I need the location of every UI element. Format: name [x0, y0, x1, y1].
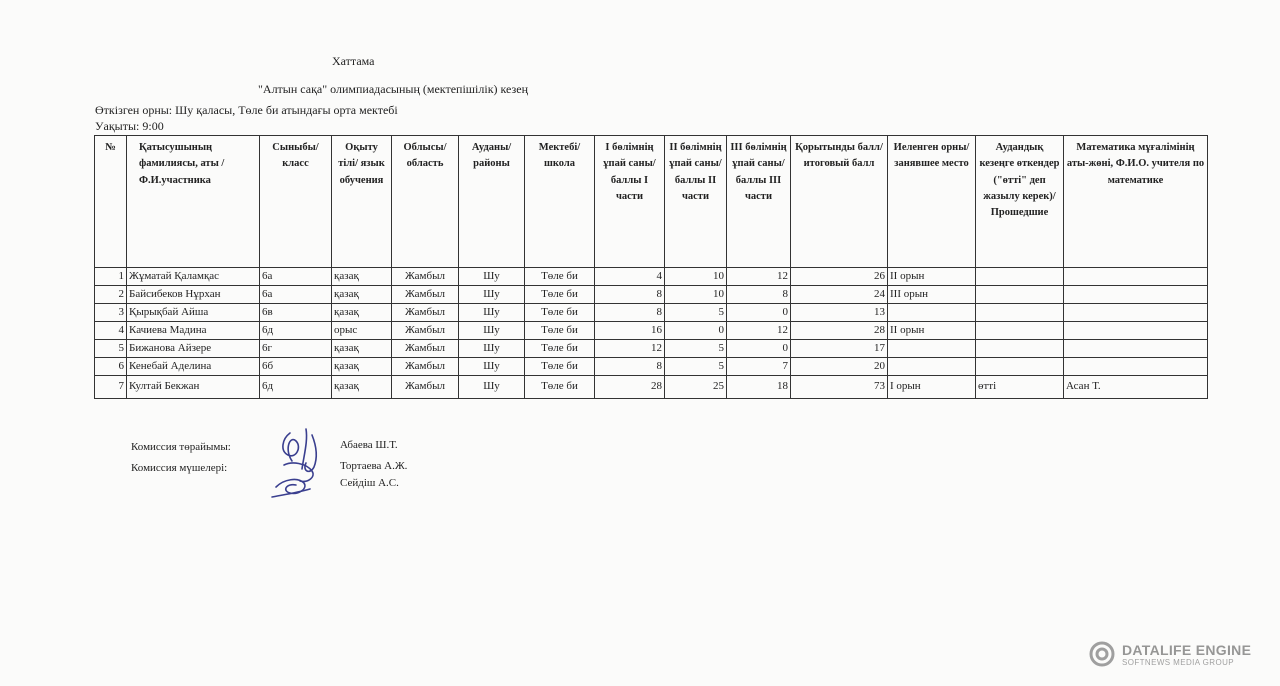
- district-cell: Шу: [459, 268, 525, 286]
- school-cell: Төле би: [525, 340, 595, 358]
- part1-score: 8: [595, 286, 665, 304]
- signature-names: [340, 437, 407, 492]
- table-row: [95, 358, 1208, 376]
- part2-score: 0: [665, 322, 727, 340]
- participant-name: Бижанова Айзере: [127, 340, 260, 358]
- language-cell: қазақ: [332, 376, 392, 399]
- language-cell: қазақ: [332, 268, 392, 286]
- part3-score: 12: [727, 268, 791, 286]
- teacher-cell: [1064, 340, 1208, 358]
- row-number: 4: [95, 322, 127, 340]
- class-cell: 6г: [260, 340, 332, 358]
- class-cell: 6а: [260, 286, 332, 304]
- part1-score: 8: [595, 304, 665, 322]
- part2-score: 5: [665, 358, 727, 376]
- place-cell: II орын: [888, 322, 976, 340]
- language-cell: қазақ: [332, 340, 392, 358]
- school-cell: Төле би: [525, 286, 595, 304]
- passed-cell: [976, 286, 1064, 304]
- table-row: [95, 340, 1208, 358]
- place-cell: [888, 304, 976, 322]
- class-cell: 6д: [260, 322, 332, 340]
- participant-name: Култай Бекжан: [127, 376, 260, 399]
- table-row: [95, 286, 1208, 304]
- table-row: [95, 322, 1208, 340]
- teacher-cell: [1064, 268, 1208, 286]
- part3-score: 7: [727, 358, 791, 376]
- header-cell: Облысы/ область: [392, 136, 459, 268]
- teacher-cell: [1064, 304, 1208, 322]
- part3-score: 0: [727, 340, 791, 358]
- member-name: Сейдіш А.С.: [340, 477, 399, 489]
- part1-score: 16: [595, 322, 665, 340]
- header-cell: №: [95, 136, 127, 268]
- row-number: 7: [95, 376, 127, 399]
- school-cell: Төле би: [525, 322, 595, 340]
- header-cell: II бөлімнің ұпай саны/ баллы II части: [665, 136, 727, 268]
- row-number: 1: [95, 268, 127, 286]
- passed-cell: [976, 304, 1064, 322]
- total-score: 28: [791, 322, 888, 340]
- document-title: Хаттама: [332, 54, 375, 68]
- teacher-cell: [1064, 286, 1208, 304]
- header-cell: Аудандық кезеңге өткендер ("өтті" деп жазылу керек)/ Прошедшие: [976, 136, 1064, 268]
- school-cell: Төле би: [525, 358, 595, 376]
- district-cell: Шу: [459, 358, 525, 376]
- teacher-cell: Асан Т.: [1064, 376, 1208, 399]
- part3-score: 18: [727, 376, 791, 399]
- document-time: Уақыты: 9:00: [95, 119, 164, 133]
- region-cell: Жамбыл: [392, 322, 459, 340]
- passed-cell: өтті: [976, 376, 1064, 399]
- region-cell: Жамбыл: [392, 286, 459, 304]
- header-cell: Оқыту тілі/ язык обучения: [332, 136, 392, 268]
- place-cell: [888, 340, 976, 358]
- district-cell: Шу: [459, 340, 525, 358]
- total-score: 26: [791, 268, 888, 286]
- district-cell: Шу: [459, 376, 525, 399]
- header-cell: Иеленген орны/ занявшее место: [888, 136, 976, 268]
- place-cell: I орын: [888, 376, 976, 399]
- watermark-title: DATALIFE ENGINE: [1122, 641, 1252, 658]
- district-cell: Шу: [459, 304, 525, 322]
- passed-cell: [976, 322, 1064, 340]
- table-row: [95, 268, 1208, 286]
- region-cell: Жамбыл: [392, 376, 459, 399]
- class-cell: 6б: [260, 358, 332, 376]
- member-name: Тортаева А.Ж.: [340, 460, 408, 472]
- class-cell: 6в: [260, 304, 332, 322]
- place-cell: [888, 358, 976, 376]
- school-cell: Төле би: [525, 376, 595, 399]
- participant-name: Качиева Мадина: [127, 322, 260, 340]
- total-score: 13: [791, 304, 888, 322]
- header-cell: III бөлімнің ұпай саны/ баллы III части: [727, 136, 791, 268]
- part1-score: 4: [595, 268, 665, 286]
- part3-score: 12: [727, 322, 791, 340]
- document-subtitle: "Алтын сақа" олимпиадасының (мектепішілік) кезең: [258, 82, 529, 96]
- total-score: 73: [791, 376, 888, 399]
- header-cell: Математика мұғалімінің аты-жөні, Ф.И.О. учителя по математике: [1064, 136, 1208, 268]
- language-cell: орыс: [332, 322, 392, 340]
- header-cell: Мектебі/ школа: [525, 136, 595, 268]
- part2-score: 10: [665, 268, 727, 286]
- chair-name: Абаева Ш.Т.: [340, 439, 398, 451]
- class-cell: 6д: [260, 376, 332, 399]
- header-cell: Ауданы/ районы: [459, 136, 525, 268]
- header-cell: Қорытынды балл/ итоговый балл: [791, 136, 888, 268]
- total-score: 17: [791, 340, 888, 358]
- header-cell: Қатысушының фамилиясы, аты /Ф.И.участника: [127, 136, 260, 268]
- participant-name: Жұматай Қаламқас: [127, 268, 260, 286]
- place-cell: III орын: [888, 286, 976, 304]
- participant-name: Қырықбай Айша: [127, 304, 260, 322]
- participant-name: Кенебай Аделина: [127, 358, 260, 376]
- document-place: Өткізген орны: Шу қаласы, Төле би атындағы орта мектебі: [95, 103, 398, 117]
- district-cell: Шу: [459, 322, 525, 340]
- row-number: 3: [95, 304, 127, 322]
- region-cell: Жамбыл: [392, 358, 459, 376]
- table-row: [95, 376, 1208, 399]
- class-cell: 6а: [260, 268, 332, 286]
- commission-chair-label: Комиссия төрайымы:: [131, 441, 231, 453]
- language-cell: қазақ: [332, 358, 392, 376]
- language-cell: қазақ: [332, 304, 392, 322]
- table-header-row: [95, 136, 1208, 268]
- part3-score: 8: [727, 286, 791, 304]
- district-cell: Шу: [459, 286, 525, 304]
- participant-name: Байсибеков Нұрхан: [127, 286, 260, 304]
- signature-labels: [131, 437, 231, 479]
- region-cell: Жамбыл: [392, 268, 459, 286]
- place-cell: II орын: [888, 268, 976, 286]
- handwritten-signature: [262, 425, 332, 501]
- school-cell: Төле би: [525, 268, 595, 286]
- row-number: 5: [95, 340, 127, 358]
- region-cell: Жамбыл: [392, 304, 459, 322]
- results-table: [94, 135, 1208, 399]
- passed-cell: [976, 340, 1064, 358]
- header-cell: I бөлімнің ұпай саны/ баллы I части: [595, 136, 665, 268]
- school-cell: Төле би: [525, 304, 595, 322]
- commission-members-label: Комиссия мүшелері:: [131, 462, 228, 474]
- part2-score: 5: [665, 340, 727, 358]
- row-number: 2: [95, 286, 127, 304]
- header-cell: Сыныбы/ класс: [260, 136, 332, 268]
- watermark: [1088, 640, 1251, 668]
- part3-score: 0: [727, 304, 791, 322]
- region-cell: Жамбыл: [392, 340, 459, 358]
- table-row: [95, 304, 1208, 322]
- watermark-subtitle: SOFTNEWS MEDIA GROUP: [1122, 657, 1235, 667]
- passed-cell: [976, 358, 1064, 376]
- part2-score: 10: [665, 286, 727, 304]
- teacher-cell: [1064, 322, 1208, 340]
- total-score: 24: [791, 286, 888, 304]
- part1-score: 28: [595, 376, 665, 399]
- total-score: 20: [791, 358, 888, 376]
- language-cell: қазақ: [332, 286, 392, 304]
- datalife-logo-icon: [1088, 640, 1116, 668]
- part2-score: 25: [665, 376, 727, 399]
- part1-score: 12: [595, 340, 665, 358]
- passed-cell: [976, 268, 1064, 286]
- part2-score: 5: [665, 304, 727, 322]
- part1-score: 8: [595, 358, 665, 376]
- row-number: 6: [95, 358, 127, 376]
- teacher-cell: [1064, 358, 1208, 376]
